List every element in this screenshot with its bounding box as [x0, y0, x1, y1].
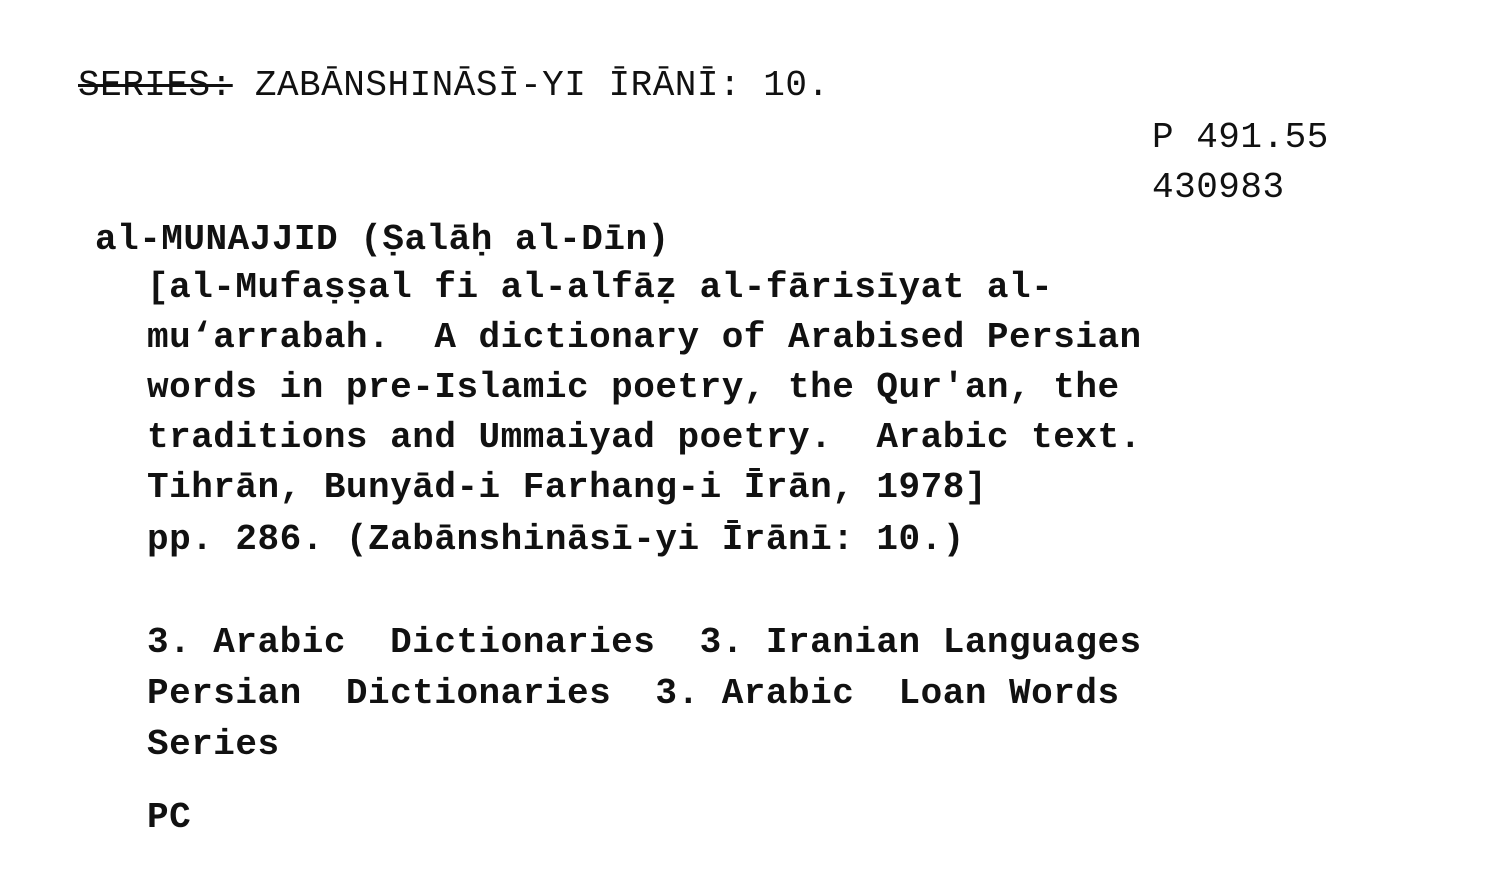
- description-line: pp. 286. (Zabānshināsī-yi Īrānī: 10.): [147, 519, 965, 560]
- description-line: words in pre-Islamic poetry, the Qur'an, the: [147, 367, 1120, 408]
- description-line: mu‘arrabah. A dictionary of Arabised Persian: [147, 317, 1142, 358]
- call-number-class: P 491.55: [1152, 117, 1329, 158]
- location-code: PC: [147, 797, 192, 838]
- series-line: [78, 65, 830, 106]
- subject-line: Series: [147, 724, 280, 765]
- subject-line: 3. Arabic Dictionaries 3. Iranian Languages: [147, 622, 1142, 663]
- series-label-struck: SERIES:: [78, 65, 233, 106]
- call-number-accession: 430983: [1152, 167, 1285, 208]
- description-line: [al-Mufaṣṣal fi al-alfāẓ al-fārisīyat al-: [147, 267, 1054, 308]
- description-line: Tihrān, Bunyād-i Farhang-i Īrān, 1978]: [147, 467, 987, 508]
- series-text: ZABĀNSHINĀSĪ-YI ĪRĀNĪ: 10.: [232, 65, 830, 106]
- description-line: traditions and Ummaiyad poetry. Arabic text.: [147, 417, 1142, 458]
- main-entry-heading: al-MUNAJJID (Ṣalāḥ al-Dīn): [95, 219, 670, 260]
- subject-line: Persian Dictionaries 3. Arabic Loan Words: [147, 673, 1120, 714]
